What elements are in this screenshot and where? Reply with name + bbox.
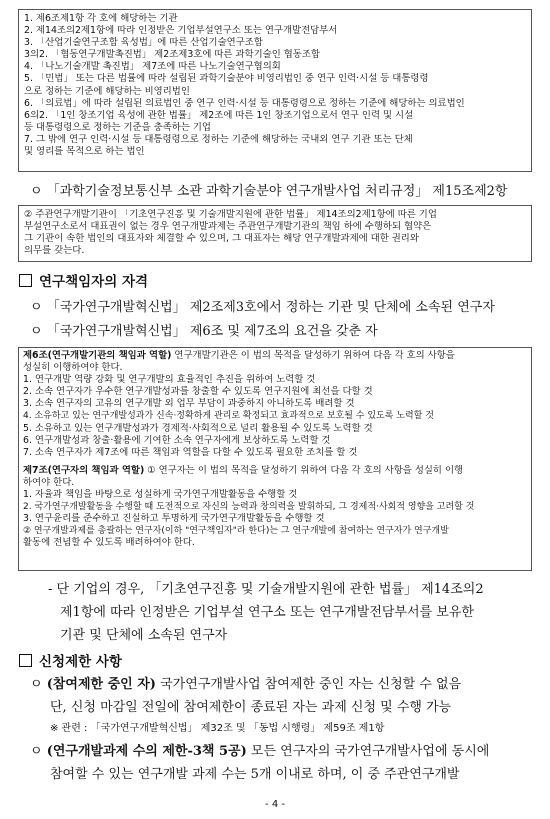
restriction-text: 모든 연구자의 국가연구개발사업에 동시에 bbox=[246, 744, 490, 759]
list-line: 1. 제6조제1항 각 호에 해당하는 기관 bbox=[24, 13, 178, 24]
article-line: ② 연구개발과제를 총괄하는 연구자(이하 "연구책임자"라 한다)는 그 연구개발에 참여하는 연구자가 연구개발 bbox=[23, 526, 449, 537]
article-text: 연구개발기관은 이 법의 목적을 달성하기 위하여 다음 각 호의 사항을 bbox=[171, 350, 455, 361]
restriction-text-line: 참여할 수 있는 연구개발 과제 수는 5개 이내로 하며, 이 중 주관연구개발 bbox=[50, 767, 460, 782]
regulation-bullet: ㅇ 「과학기술정보통신부 소관 과학기술분야 연구개발사업 처리규정」 제15조제2항 bbox=[30, 184, 508, 199]
quote-line: 그 기관이 속한 법인의 대표자와 체결할 수 있으며, 그 대표자는 해당 연구개발과제에 대한 권리와 bbox=[24, 233, 419, 245]
restriction-project-count bbox=[30, 740, 489, 759]
list-line: 4. 「나노기술개발 촉진법」 제7조에 따른 나노기술연구협의회 bbox=[24, 61, 281, 73]
researcher-bullet: ㅇ 「국가연구개발혁신법」 제2조제3호에서 정하는 기관 및 단체에 소속된 연구자 bbox=[30, 300, 495, 315]
article-title: 제7조(연구자의 책임과 역할) bbox=[23, 464, 145, 476]
list-line: 및 영리를 목적으로 하는 법인 bbox=[24, 146, 145, 158]
page-number: - 4 - bbox=[265, 799, 285, 810]
regulation-quote-box bbox=[18, 205, 532, 262]
related-law-note: ※ 관련 : 「국가연구개발혁신법」 제32조 및 「동법 시행령」 제59조 제1항 bbox=[50, 723, 385, 734]
section-heading-researcher bbox=[19, 270, 148, 290]
article-title: 제6조(연구개발기관의 책임과 역할) bbox=[23, 350, 172, 361]
list-line: 3. 「산업기술연구조합 육성법」에 따른 산업기술연구조합 bbox=[24, 37, 263, 49]
researcher-bullet: ㅇ 「국가연구개발혁신법」 제6조 및 제7조의 요건을 갖춘 자 bbox=[30, 324, 378, 339]
list-line: 5. 「민법」 또는 다른 법률에 따라 설립된 과학기술분야 비영리법인 중 연구 인력·시설 등 대통령령 bbox=[24, 73, 429, 85]
list-line: 7. 그 밖에 연구 인력·시설 등 대통령령으로 정하는 기준에 해당하는 국내외 연구 기관 또는 단체 bbox=[24, 133, 413, 145]
article-line: 4. 소유하고 있는 연구개발성과가 신속·정확하게 관리로 확정되고 효과적으로 보호될 수 있도록 노력할 것 bbox=[23, 411, 434, 422]
bullet-glyph: ㅇ bbox=[30, 744, 47, 759]
list-line: 3의2. 「협동연구개발촉진법」 제2조제3호에 따른 과학기술인 협동조합 bbox=[24, 49, 320, 61]
section-title: 연구책임자의 자격 bbox=[39, 274, 149, 290]
section-title: 신청제한 사항 bbox=[39, 654, 122, 670]
restriction-label: (참여제한 중인 자) bbox=[46, 677, 156, 692]
company-note-line: 제1항에 따라 인정받은 기업부설 연구소 또는 연구개발전담부서를 보유한 bbox=[60, 605, 474, 620]
article-line: 3. 소속 연구자의 고유의 연구개발 외 업무 부담이 과중하지 아니하도록 배려할 것 bbox=[23, 398, 355, 410]
article-line: 3. 연구윤리를 준수하고 진실하고 투명하게 국가연구개발활동을 수행할 것 bbox=[23, 513, 325, 525]
quote-line: 의무를 갖는다. bbox=[24, 245, 85, 257]
restriction-text: 국가연구개발사업 참여제한 중인 자는 신청할 수 없음 bbox=[155, 677, 462, 692]
article-text: ① 연구자는 이 법의 목적을 달성하기 위하여 다음 각 호의 사항을 성실히 이행 bbox=[144, 464, 464, 476]
article-line: 1. 자율과 책임을 바탕으로 성실하게 국가연구개발활동을 수행할 것 bbox=[23, 489, 298, 501]
article-line: 6. 연구개발성과 창출·활용에 기여한 소속 연구자에게 보상하도록 노력할 것 bbox=[23, 434, 331, 446]
article-line: 1. 연구개발 역량 강화 및 연구개발의 효율적인 추진을 위하여 노력할 것 bbox=[23, 374, 316, 386]
list-line: 6의2. 「1인 창조기업 육성에 관한 법률」 제2조에 따른 1인 창조기업으로서 연구 인력 및 시설 bbox=[24, 109, 414, 121]
checkbox-square-icon bbox=[19, 274, 32, 287]
bullet-glyph: ㅇ bbox=[30, 677, 47, 692]
restriction-participation bbox=[30, 673, 461, 692]
company-note-line: 기관 및 단체에 소속된 연구자 bbox=[60, 628, 228, 643]
article-line: 7. 소속 연구자가 제7조에 따른 책임과 역할을 다할 수 있도록 필요한 조치를 할 것 bbox=[23, 446, 358, 458]
list-line: 으로 정하는 기준에 해당하는 비영리법인 bbox=[24, 85, 190, 97]
quote-line: 부설연구소로서 대표권이 없는 경우 연구개발과제는 주관연구개발기관의 책임 하에 수행하되 협약은 bbox=[24, 221, 432, 233]
article-line: 2. 소속 연구자가 우수한 연구개발성과를 창출할 수 있도록 연구지원에 최선을 다할 것 bbox=[23, 386, 373, 398]
list-line: 2. 제14조의2제1항에 따라 인정받은 기업부설연구소 또는 연구개발전담부서 bbox=[24, 25, 338, 37]
restriction-text-line: 단, 신청 마감일 전일에 참여제한이 종료된 자는 과제 신청 및 수행 가능 bbox=[50, 700, 452, 715]
section-heading-restriction bbox=[19, 650, 122, 670]
article-line: 2. 국가연구개발활동을 수행할 때 도전적으로 자신의 능력과 창의력을 발휘하되, 그 경제적·사회적 영향을 고려할 것 bbox=[23, 502, 475, 513]
article-line: 성실히 이행하여야 한다. bbox=[23, 362, 123, 374]
restriction-label: (연구개발과제 수의 제한-3책 5공) bbox=[46, 744, 247, 759]
legal-list-box bbox=[18, 9, 532, 172]
quote-line: ② 주관연구개발기관이 「기초연구진흥 및 기술개발지원에 관한 법률」 제14조의2제1항에 따른 기업 bbox=[24, 209, 437, 220]
checkbox-square-icon bbox=[19, 654, 32, 667]
company-note-line: - 단 기업의 경우, 「기초연구진흥 및 기술개발지원에 관한 법률」 제14조의2 bbox=[48, 582, 484, 597]
law-articles-box bbox=[18, 347, 532, 571]
list-line: 등 대통령령으로 정하는 기준을 충족하는 기업 bbox=[24, 121, 211, 133]
article-line: 활동에 전념할 수 있도록 배려하여야 한다. bbox=[23, 537, 195, 549]
article-line: 하여야 한다. bbox=[23, 476, 75, 488]
article-line: 5. 소유하고 있는 연구개발성과가 경제적·사회적으로 널리 활용될 수 있도록 노력할 것 bbox=[23, 422, 373, 434]
list-line: 6. 「의료법」에 따라 설립된 의료법인 중 연구 인력·시설 등 대통령령으로 정하는 기준에 해당하는 의료법인 bbox=[24, 97, 465, 109]
